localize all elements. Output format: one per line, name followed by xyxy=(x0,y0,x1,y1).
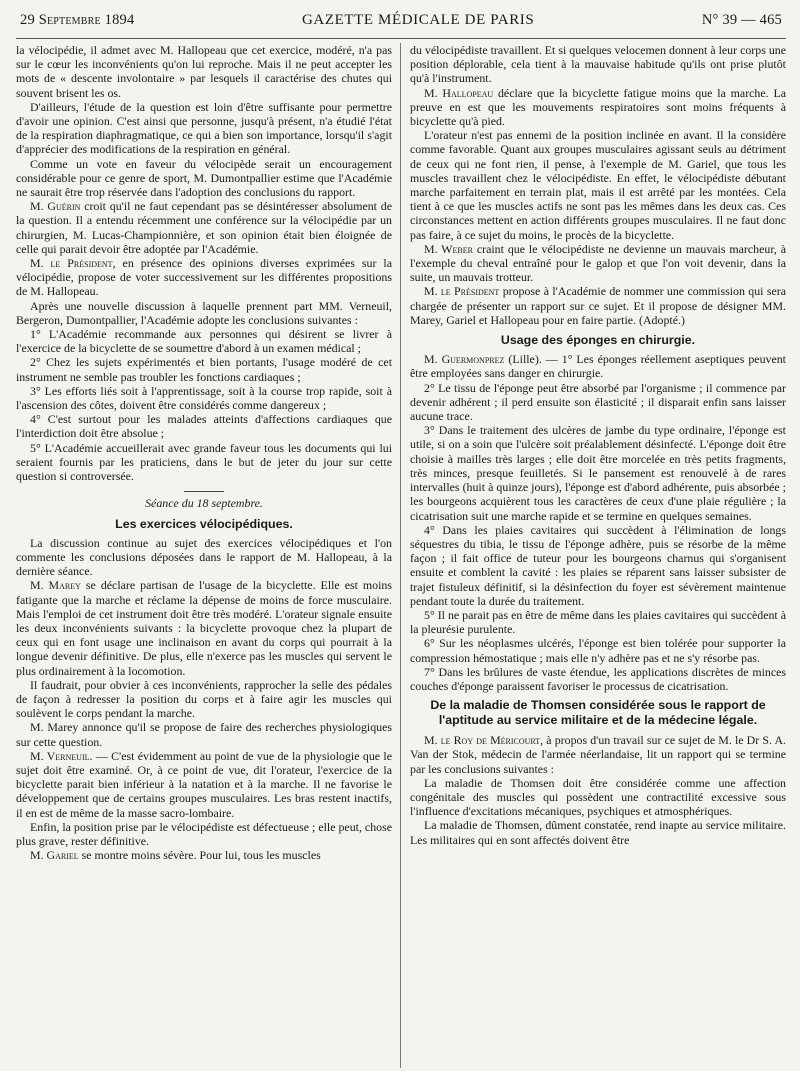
paragraph: M. Verneuil. — C'est évidemment au point de vue de la physiologie que le sujet doit être examiné. Or, à ce point de vue, dit l'orateur, l'exercice de la bicyclette parait bien inférieur à la natation et à la marche. Il ne favorise le développement que de certains groupes musculaires. Les bras restent inactifs, il en est de même de la masse sacro-lombaire. xyxy=(16,748,392,820)
paragraph: M. le Président propose à l'Académie de nommer une commission qui sera chargée de présenter un rapport sur ce sujet. Et il propose de désigner MM. Marey, Gariel et Hallopeau pour en faire partie. (Adopté.) xyxy=(410,284,786,327)
section-heading: De la maladie de Thomsen considérée sous le rapport de l'aptitude au service militaire et de la médecine légale. xyxy=(430,698,766,728)
paragraph: 3° Dans le traitement des ulcères de jambe du type ordinaire, l'éponge est utile, si on a soin que l'ulcère soit préalablement désinfecté. L'éponge doit être choisie à mailles très larges ; elle doit être morcelée en très petits fragments, très minces, presque feuilletés. Si le pansement est renouvelé à de rares intervalles (huit à quinze jours), l'éponge est d'abord adhérente, puis absorbée ; les bourgeons acquièrent tous les caractères de ceux d'une plaie régulière ; la cicatrisation suit une marche rapide et se termine en quelques semaines. xyxy=(410,423,786,523)
conclusion-item: 4° C'est surtout pour les malades atteints d'affections cardiaques que l'interdiction doit être absolue ; xyxy=(16,412,392,441)
speaker-name: M. Guérin xyxy=(30,199,81,214)
speaker-name: M. le Président xyxy=(424,284,500,299)
conclusion-item: 5° L'Académie accueillerait avec grande faveur tous les documents qui lui seraient fournis par les praticiens, dans le but de jeter du jour sur cette question si controversée. xyxy=(16,440,392,484)
paragraph: la vélocipédie, il admet avec M. Hallopeau que cet exercice, modéré, n'a pas sur le cœur les inconvénients qu'on lui reproche. Mais il ne peut accepter les mots de « descente involontaire » par lesquels il caractérise des chutes qui souvent brisent les os. xyxy=(16,43,392,100)
conclusion-item: 2° Chez les sujets expérimentés et bien portants, l'usage modéré de cet instrument ne semble pas troubler les fonctions cardiaques ; xyxy=(16,355,392,384)
text-columns xyxy=(16,43,786,1068)
paragraph: M. Marey se déclare partisan de l'usage de la bicyclette. Elle est moins fatigante que la marche et réclame la dépense de moins de force musculaire. Mais l'emploi de cet instrument doit être très modéré. L'orateur signale ensuite les deux inconvénients suivants : la bicyclette provoque chez la plupart de ceux qui en font usage une inclinaison en avant du corps qui pourrait à la longue devenir définitive. De plus, elle n'exerce pas les muscles qui servent le plus ordinairement à la locomotion. xyxy=(16,578,392,678)
paragraph: 5° Il ne parait pas en être de même dans les plaies cavitaires qui succèdent à la pleurésie purulente. xyxy=(410,607,786,637)
issue-date: 29 Septembre 1894 xyxy=(20,12,135,28)
paragraph: M. Gariel se montre moins sévère. Pour lui, tous les muscles xyxy=(30,848,321,863)
speaker-name: M. Marey xyxy=(30,578,81,593)
paragraph: D'ailleurs, l'étude de la question est loin d'être suffisante pour permettre d'avoir une opinion. C'est ainsi que personne, jusqu'à présent, n'a étudié l'état de la respiration diaphragmatique, ce qui a bien son importance, lorsqu'il s'agit d'apprécier des modifications de la respiration en général. xyxy=(16,99,392,157)
paragraph: 2° Le tissu de l'éponge peut être absorbé par l'organisme ; il commence par devenir adhérent ; il perd ensuite son élasticité ; il disparait enfin sans laisser aucune trace. xyxy=(410,380,786,424)
paragraph: M. le Roy de Méricourt, à propos d'un travail sur ce sujet de M. le Dr S. A. Van der Stok, médecin de l'armée néerlandaise, lit un rapport qui se termine par les conclusions suivantes : xyxy=(410,733,786,776)
paragraph: M. Guérin croit qu'il ne faut cependant pas se désintéresser absolument de la question. Il a entendu récemment une conférence sur la vélocipédie par un chirurgien, M. Lucas-Championnière, et son opinion était bien éloignée de celle qui parait devoir être adoptée par l'Académie. xyxy=(16,199,392,256)
speaker-name: M. le Roy de Méricourt xyxy=(424,733,541,748)
paragraph: 7° Dans les brûlures de vaste étendue, les applications discrètes de minces couches d'éponge paraissent favoriser le processus de cicatrisation. xyxy=(410,664,786,693)
speaker-name: M. Weber xyxy=(424,241,473,256)
speaker-name: M. Gariel xyxy=(30,848,79,863)
conclusion-item: 3° Les efforts liés soit à l'apprentissage, soit à la course trop rapide, soit à l'ascension des côtes, doivent être considérés comme dangereux ; xyxy=(16,383,392,413)
paragraph: Il faudrait, pour obvier à ces inconvénients, rapprocher la selle des pédales de façon à redresser la position du corps et à faire agir les muscles qui soulèvent le corps pendant la marche. xyxy=(16,677,392,721)
speaker-name: M. le Président xyxy=(30,256,113,271)
paragraph: 4° Dans les plaies cavitaires qui succèdent à l'élimination de longs séquestres du tibia, le tissu de l'éponge adhère, puis se résorbe de la même façon ; il fait office de tuteur pour les bourgeons charnus qui s'organisent ensuite et comblent la cavité : les plaies se réparent sans laisser subsister de trajet fistuleux définitif, si la désinfection du foyer est sévèrement maintenue pendant toute la durée du traitement. xyxy=(410,522,786,608)
paragraph: M. le Président, en présence des opinions diverses exprimées sur la vélocipédie, propose de voter successivement sur les différentes propositions de M. Hallopeau. xyxy=(16,256,392,299)
speaker-name: M. Guermonprez xyxy=(424,352,505,367)
section-divider xyxy=(184,491,224,492)
paragraph: M. Weber craint que le vélocipédiste ne devienne un mauvais marcheur, à l'exemple du cheval entraîné pour le galop et que l'on voit devenir, dans la suite, un mauvais trotteur. xyxy=(410,241,786,285)
speaker-name: M. Verneuil xyxy=(30,748,90,763)
speaker-name: M. Hallopeau xyxy=(424,85,494,100)
right-column xyxy=(401,43,786,1068)
paragraph: Enfin, la position prise par le vélocipédiste est défectueuse ; elle peut, chose plus grave, rester définitive. xyxy=(16,819,392,848)
paragraph: L'orateur n'est pas ennemi de la position inclinée en avant. Il la considère comme favorable. Quant aux groupes musculaires agissant seuls au détriment de ceux qui ne font rien, il pense, à l'exemple de M. Gariel, que tous les muscles travaillent chez le vélocipédiste. En effet, le vélocipédiste débutant marche parfaitement en terrain plat, mais il est arrêté par les montées. Cela tient à ce que les muscles actifs ne sont pas les mêmes dans les deux cas. Ces circonstances mettent en action différents groupes musculaires. Il ne faut donc pas faire, à ce sujet du moins, le procès de la bicyclette. xyxy=(410,128,786,242)
paragraph: 6° Sur les néoplasmes ulcérés, l'éponge est bien tolérée pour supporter la compression hémostatique ; mais elle n'y adhère pas et ne s'y résorbe pas. xyxy=(410,636,786,665)
paragraph: M. Marey annonce qu'il se propose de faire des recherches physiologiques sur cette question. xyxy=(16,720,392,749)
paragraph: Comme un vote en faveur du vélocipède serait un encouragement considérable pour ce genre de sport, M. Dumontpallier estime que l'Académie ne saurait être trop réservée dans l'adoption des conclusions du rapport. xyxy=(16,156,392,200)
paragraph: La discussion continue au sujet des exercices vélocipédiques et l'on commente les conclusions déposées dans le rapport de M. Hallopeau, à la dernière séance. xyxy=(16,535,392,579)
running-header xyxy=(16,12,786,39)
paragraph: M. Hallopeau déclare que la bicyclette fatigue moins que la marche. La preuve en est que les mouvements respiratoires sont moins fréquents à bicyclette qu'à pied. xyxy=(410,85,786,129)
paragraph: M. Guermonprez (Lille). — 1° Les éponges réellement aseptiques peuvent être employées sans danger en chirurgie. xyxy=(410,352,786,381)
session-date: Séance du 18 septembre. xyxy=(145,496,263,511)
paragraph: La maladie de Thomsen doit être considérée comme une affection congénitale des muscles qui possèdent une contractilité excessive sous l'influence d'excitations mécaniques, psychiques et atmosphériques. xyxy=(410,775,786,819)
left-column xyxy=(16,43,401,1068)
section-heading: Les exercices vélocipédiques. xyxy=(115,516,293,531)
section-heading: Usage des éponges en chirurgie. xyxy=(500,333,696,348)
journal-title: GAZETTE MÉDICALE DE PARIS xyxy=(301,12,535,28)
conclusion-item: 1° L'Académie recommande aux personnes qui désirent se livrer à l'exercice de la bicyclette de se soumettre d'abord à un examen médical ; xyxy=(16,327,392,356)
issue-page-number: N° 39 — 465 xyxy=(701,12,782,28)
paragraph: du vélocipédiste travaillent. Et si quelques velocemen donnent à leur corps une position déplorable, cela tient à la mauvaise habitude qu'ils ont prise plutôt qu'à l'instrument. xyxy=(410,43,786,86)
paragraph: Après une nouvelle discussion à laquelle prennent part MM. Verneuil, Bergeron, Dumontpallier, l'Académie adopte les conclusions suivantes : xyxy=(16,298,392,327)
paragraph: La maladie de Thomsen, dûment constatée, rend inapte au service militaire. Les militaires qui en sont affectés doivent être xyxy=(410,818,786,847)
